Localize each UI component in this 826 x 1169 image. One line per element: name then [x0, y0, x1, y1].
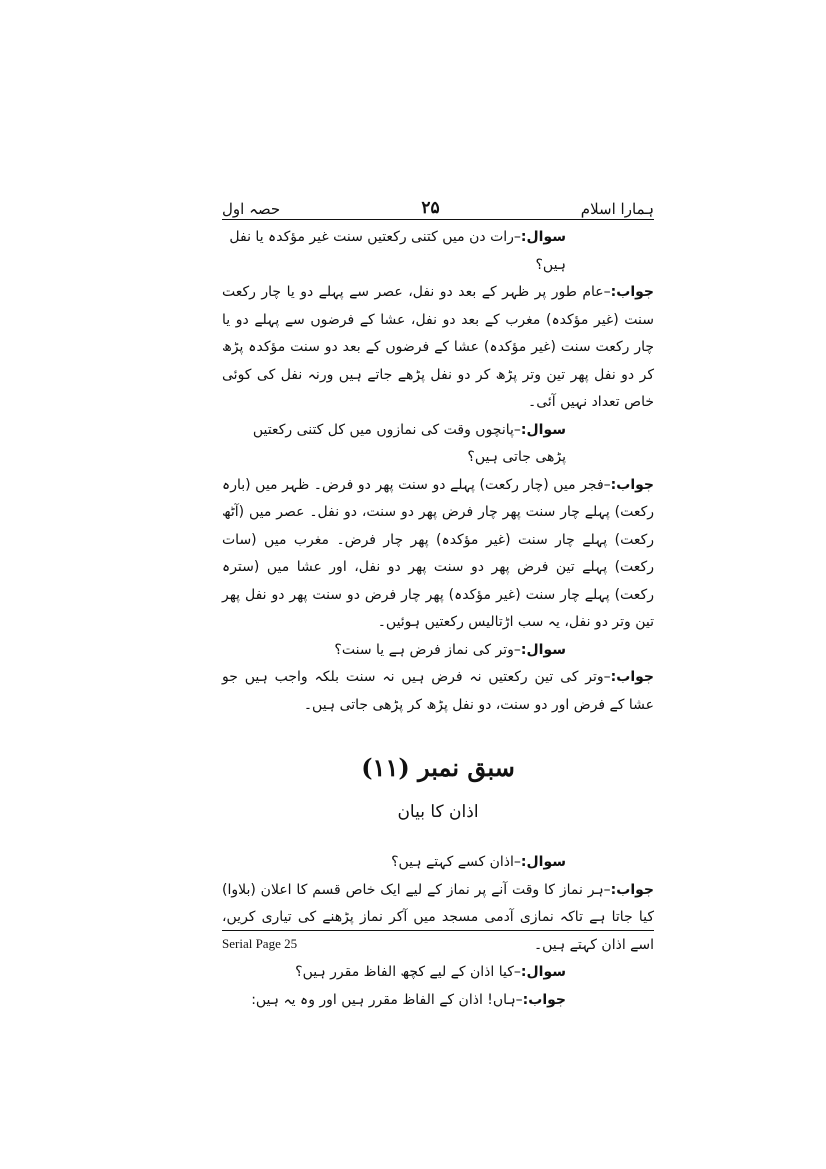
question-text: –اذان کسے کہتے ہیں؟ [391, 854, 521, 870]
answer-text: –وتر کی تین رکعتیں نہ فرض ہیں نہ سنت بلکہ واجب ہیں جو عشا کے فرض اور دو سنت، دو نفل پڑھ کر پڑھی جاتی ہیں۔ [222, 669, 654, 713]
answer-label: جواب: [610, 476, 654, 493]
question-label: سوال: [520, 641, 566, 658]
question-label: سوال: [520, 854, 566, 870]
question-text: –کیا اذان کے لیے کچھ الفاظ مقرر ہیں؟ [295, 964, 521, 980]
answer-label: جواب: [610, 284, 654, 300]
answer-label: جواب: [522, 991, 566, 1008]
footer-rule [222, 930, 654, 931]
question-text: –وتر کی نماز فرض ہے یا سنت؟ [334, 641, 521, 658]
section-label: حصہ اول [222, 200, 281, 218]
question-text: –پانچوں وقت کی نمازوں میں کل کتنی رکعتیں پڑھی جاتی ہیں؟ [252, 421, 566, 465]
answer-label: جواب: [610, 669, 654, 685]
page-header [222, 192, 654, 218]
question-label: سوال: [520, 229, 566, 245]
question-1 [222, 224, 654, 279]
answer-3 [222, 664, 654, 719]
question-5 [222, 959, 654, 987]
question-3 [222, 637, 654, 665]
answer-1 [222, 279, 654, 417]
answer-text: –فجر میں (چار رکعت) پہلے دو سنت پھر دو فرض۔ ظہر میں (بارہ رکعت) پہلے چار سنت پھر چار فرض پھر دو سنت، دو نفل۔ عصر میں (آٹھ رکعت) پہلے چار سنت (غیر مؤکدہ) پھر چار فرض۔ مغرب میں (سات رکعت) پہلے تین فرض پھر دو سنت پھر دو نفل، اور عشا میں (سترہ رکعت) پہلے چار سنت (غیر مؤکدہ) پھر چار فرض دو سنت پھر دو نفل پھر تین وتر دو نفل، یہ سب اڑتالیس رکعتیں ہوئیں۔ [222, 476, 654, 630]
answer-2 [222, 472, 654, 637]
answer-text: –عام طور پر ظہر کے بعد دو نفل، عصر سے پہلے دو یا چار رکعت سنت (غیر مؤکدہ) مغرب کے بعد دو نفل، عشا کے فرضوں سے پہلے دو یا چار رکعت سنت (غیر مؤکدہ) عشا کے فرضوں کے بعد دو سنت مؤکدہ پڑھ کر دو نفل پھر تین وتر پڑھ کر دو نفل پڑھے جاتے ہیں ورنہ نفل کی کوئی خاص تعداد نہیں آئی۔ [222, 284, 654, 410]
serial-page-label: Serial Page 25 [222, 936, 298, 951]
page-number: ۲۵ [421, 198, 440, 218]
question-4 [222, 849, 654, 877]
answer-5 [222, 987, 654, 1015]
answer-label: جواب: [610, 881, 654, 898]
question-label: سوال: [520, 421, 566, 438]
answer-text: –ہر نماز کا وقت آنے پر نماز کے لیے ایک خاص قسم کا اعلان (بلاوا) کیا جاتا ہے تاکہ نمازی آدمی مسجد میں آکر نماز پڑھنے کی تیاری کریں، اسے اذان کہتے ہیں۔ [222, 881, 654, 953]
question-2 [222, 417, 654, 472]
lesson-title: سبق نمبر (۱۱) [361, 753, 515, 782]
lesson-subtitle: اذان کا بیان [397, 802, 479, 822]
page-body [222, 224, 654, 1014]
header-rule [222, 219, 654, 220]
question-label: سوال: [520, 964, 566, 980]
book-title: ہمارا اسلام [580, 200, 654, 218]
question-text: –رات دن میں کتنی رکعتیں سنت غیر مؤکدہ یا نفل ہیں؟ [229, 229, 566, 273]
answer-text: –ہاں! اذان کے الفاظ مقرر ہیں اور وہ یہ ہیں: [251, 991, 523, 1008]
